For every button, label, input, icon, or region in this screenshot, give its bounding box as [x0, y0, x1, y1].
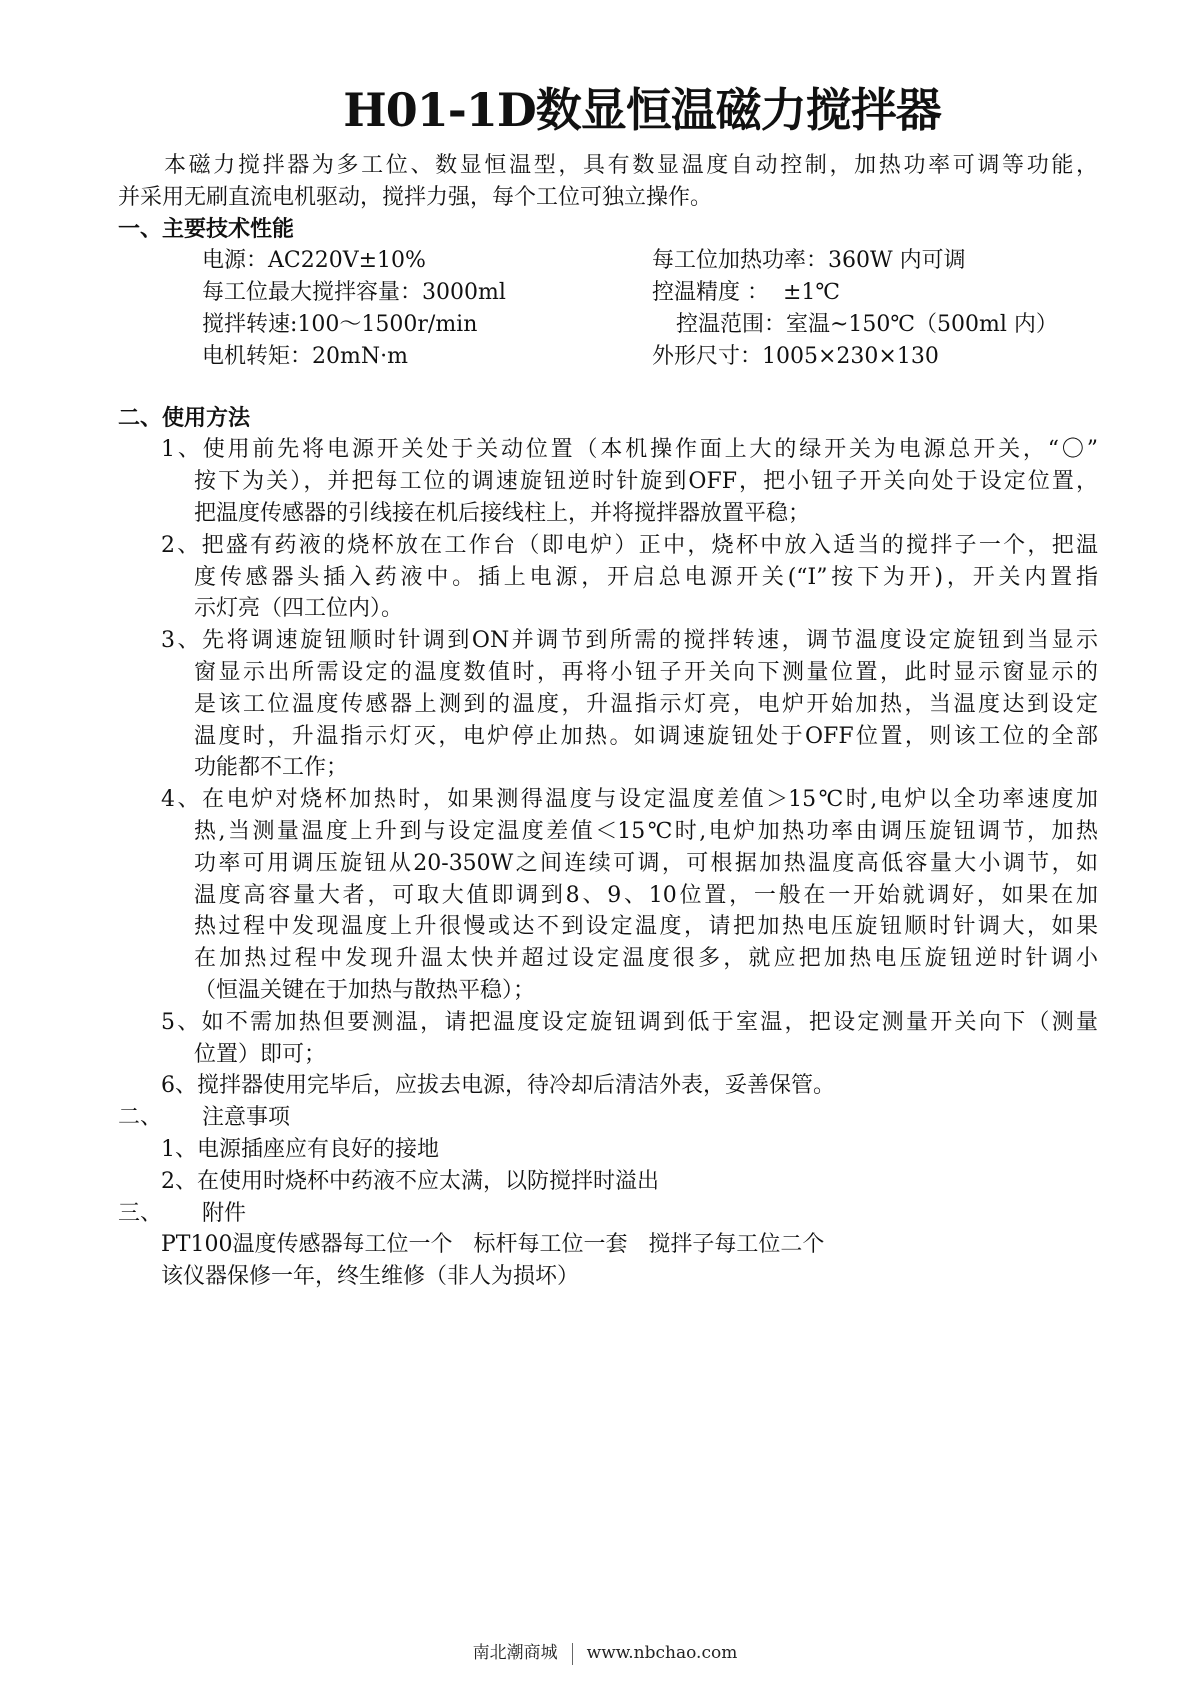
usage-line: 2、把盛有药液的烧杯放在工作台（即电炉）正中，烧杯中放入适当的搅拌子一个，把温: [161, 532, 1098, 558]
usage-item: [118, 530, 1098, 625]
usage-line: 温度高容量大者，可取大值即调到8、9、10位置，一般在一开始就调好，如果在加: [194, 882, 1098, 908]
usage-line: 3、先将调速旋钮顺时针调到ON并调节到所需的搅拌转速，调节温度设定旋钮到当显示: [161, 628, 1098, 654]
section-heading-specs: 一、主要技术性能: [118, 215, 295, 242]
usage-line: 位置）即可；: [194, 1041, 327, 1067]
usage-line: 度传感器头插入药液中。插上电源，开启总电源开关(“I”按下为开)，开关内置指: [194, 564, 1098, 590]
spec-right: 控温范围：室温~150℃（500ml 内）: [676, 311, 1058, 337]
section-number: 二、: [118, 1105, 163, 1131]
usage-line: 按下为关），并把每工位的调速旋钮逆时针旋到OFF，把小钮子开关向处于设定位置，: [194, 469, 1098, 495]
spec-row: [118, 309, 1098, 341]
usage-line: 1、使用前先将电源开关处于关动位置（本机操作面上大的绿开关为电源总开关，“〇”: [161, 437, 1098, 463]
usage-line: 窗显示出所需设定的温度数值时，再将小钮子开关向下测量位置，此时显示窗显示的: [194, 659, 1098, 685]
spec-left: 电源：AC220V±10%: [202, 248, 426, 274]
spec-left: 每工位最大搅拌容量：3000ml: [202, 280, 506, 306]
usage-line: 热过程中发现温度上升很慢或达不到设定温度，请把加热电压旋钮顺时针调大，如果: [194, 914, 1098, 940]
spec-row: [118, 277, 1098, 309]
accessory-line: PT100温度传感器每工位一个 标杆每工位一套 搅拌子每工位二个: [161, 1232, 825, 1258]
note-item: 2、在使用时烧杯中药液不应太满，以防搅拌时溢出: [161, 1168, 659, 1194]
warranty-line: 该仪器保修一年，终生维修（非人为损坏）: [161, 1264, 580, 1290]
spec-right: 控温精度 ： ±1℃: [652, 280, 841, 306]
section-number: 三、: [118, 1200, 163, 1226]
section-title: 注意事项: [202, 1105, 291, 1131]
document-title: H01-1D数显恒温磁力搅拌器: [343, 83, 941, 137]
note-item: 1、电源插座应有良好的接地: [161, 1136, 439, 1162]
footer: [0, 1638, 1200, 1665]
footer-url[interactable]: www.nbchao.com: [586, 1643, 738, 1663]
section-heading-notes: [118, 1102, 1098, 1134]
usage-line: 4、在电炉对烧杯加热时，如果测得温度与设定温度差值＞15℃时,电炉以全功率速度加: [161, 787, 1098, 813]
usage-item: [118, 784, 1098, 1007]
intro-line: 本磁力搅拌器为多工位、数显恒温型，具有数显温度自动控制，加热功率可调等功能，: [164, 153, 1098, 178]
section-heading-accessories: [118, 1198, 1098, 1230]
spec-left: 搅拌转速:100～1500r/min: [202, 311, 478, 337]
usage-line: 把温度传感器的引线接在机后接线柱上，并将搅拌器放置平稳；: [194, 500, 811, 526]
footer-brand: 南北潮商城: [472, 1643, 558, 1663]
usage-line: 示灯亮（四工位内）。: [194, 596, 404, 622]
intro-line: 并采用无刷直流电机驱动，搅拌力强，每个工位可独立操作。: [118, 184, 713, 210]
usage-line: 功能都不工作；: [194, 755, 349, 781]
usage-line: 6、搅拌器使用完毕后，应拔去电源，待冷却后清洁外表，妥善保管。: [161, 1073, 835, 1099]
usage-line: 在加热过程中发现升温太快并超过设定温度很多，就应把加热电压旋钮逆时针调小: [194, 946, 1098, 972]
usage-line: （恒温关键在于加热与散热平稳）；: [194, 977, 536, 1003]
usage-list: [118, 434, 1098, 1102]
footer-divider: [572, 1643, 573, 1665]
spec-right: 每工位加热功率：360W 内可调: [652, 248, 966, 274]
usage-item: [118, 1070, 1098, 1102]
section-title: 附件: [202, 1200, 247, 1226]
spec-right: 外形尺寸：1005×230×130: [652, 343, 939, 369]
spec-table: [118, 245, 1098, 372]
usage-item: [118, 434, 1098, 529]
usage-item: [118, 625, 1098, 784]
spec-left: 电机转矩：20mN·m: [202, 343, 408, 369]
spec-row: [118, 341, 1098, 373]
usage-line: 热,当测量温度上升到与设定温度差值＜15℃时,电炉加热功率由调压旋钮调节，加热: [194, 818, 1098, 844]
usage-line: 温度时，升温指示灯灭，电炉停止加热。如调速旋钮处于OFF位置，则该工位的全部: [194, 723, 1098, 749]
usage-item: [118, 1007, 1098, 1071]
usage-line: 是该工位温度传感器上测到的温度，升温指示灯亮，电炉开始加热，当温度达到设定: [194, 691, 1098, 717]
section-heading-usage: 二、使用方法: [118, 404, 251, 431]
document-body: [118, 150, 1098, 1293]
usage-line: 功率可用调压旋钮从20-350W之间连续可调，可根据加热温度高低容量大小调节，如: [194, 850, 1098, 876]
spec-row: [118, 245, 1098, 277]
usage-line: 5、如不需加热但要测温，请把温度设定旋钮调到低于室温，把设定测量开关向下（测量: [161, 1009, 1098, 1035]
